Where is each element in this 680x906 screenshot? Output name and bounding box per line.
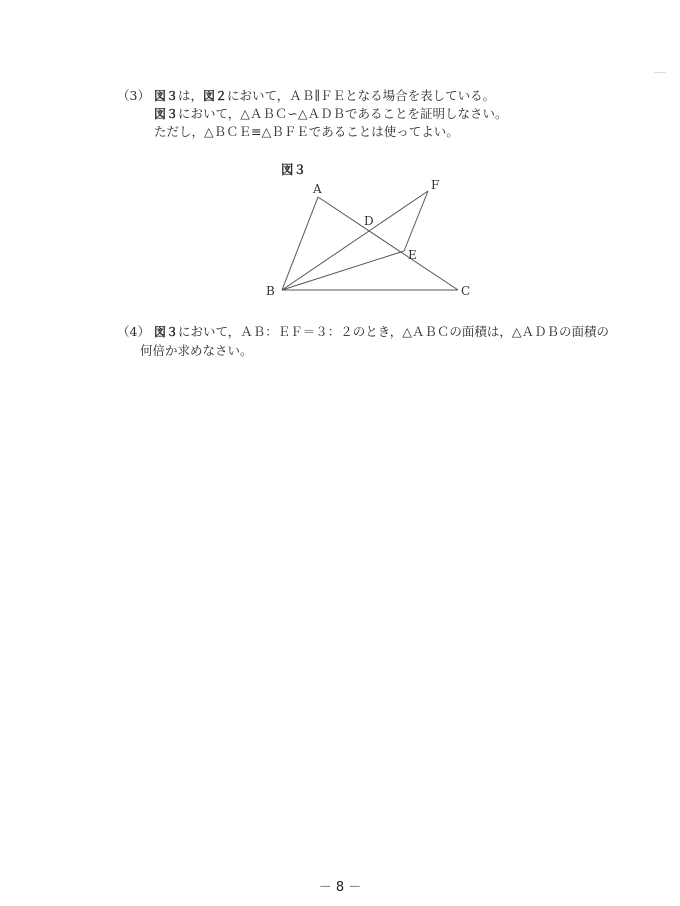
point-label-b: B (266, 284, 275, 298)
q4-line-1 (154, 324, 609, 340)
point-label-f: F (431, 178, 440, 192)
point-label-d: D (364, 214, 374, 228)
q3-number: （3） (117, 88, 150, 103)
point-label-c: C (461, 284, 471, 298)
segment-be (282, 251, 404, 290)
q3-line-2-rest: において，△ＡＢＣ∽△ＡＤＢであることを証明しなさい。 (178, 106, 508, 121)
segment-bf (282, 191, 428, 290)
q3-line-1-mid: は， (178, 88, 204, 103)
point-label-e: E (408, 248, 417, 262)
q3-line-2-fig-ref: 図３ (154, 107, 179, 121)
segment-ac (318, 197, 458, 290)
q4-fig-ref: 図３ (154, 325, 179, 339)
point-label-a: A (313, 182, 322, 196)
q4-number: （4） (117, 324, 150, 339)
q3-fig-ref: 図３ (154, 89, 179, 103)
q4-line-1-rest: において，ＡＢ：ＥＦ＝３：２のとき，△ＡＢＣの面積は，△ＡＤＢの面積の (178, 324, 609, 339)
segment-ab (282, 197, 318, 290)
q3-fig2-ref: 図２ (203, 89, 228, 103)
q4-line-2: 何倍か求めなさい。 (140, 343, 253, 358)
segment-fe (404, 191, 428, 251)
figure-title: 図３ (281, 162, 307, 177)
q3-line-3: ただし，△ＢＣＥ≡△ＢＦＥであることは使ってよい。 (154, 124, 459, 139)
page-number: － 8 － (318, 880, 362, 895)
q3-line-1-rest: において，ＡＢ∥ＦＥとなる場合を表している。 (227, 88, 496, 103)
